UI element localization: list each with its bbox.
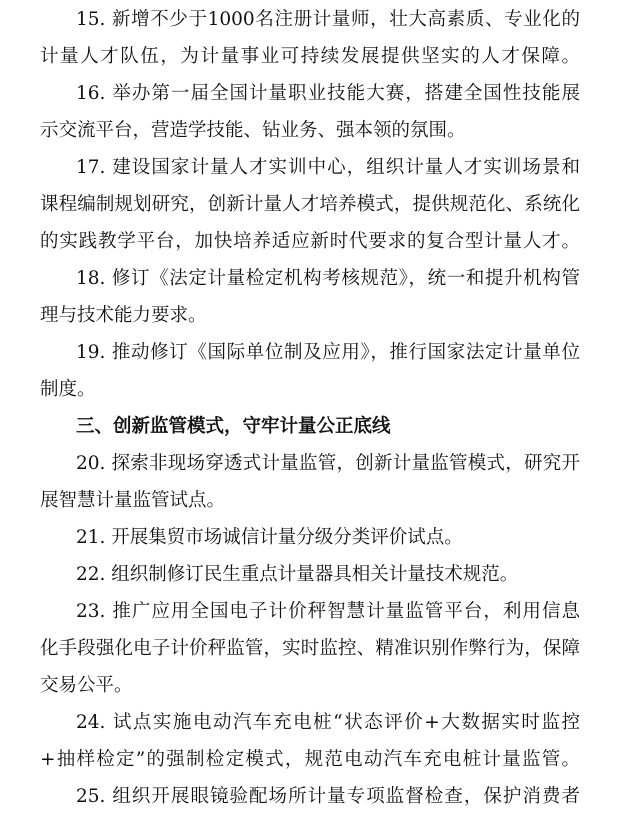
text-line: 25. 组织开展眼镜验配场所计量专项监督检查，保护消费者 [76, 786, 580, 807]
text-line: 示交流平台，营造学技能、钻业务、强本领的氛围。 [40, 120, 466, 141]
text-line: 课程编制规划研究，创新计量人才培养模式，提供规范化、系统化 [40, 194, 580, 215]
section-heading: 三、创新监管模式，守牢计量公正底线 [76, 416, 391, 437]
text-line: 15. 新增不少于1000名注册计量师，壮大高素质、专业化的 [76, 9, 580, 30]
text-line: 20. 探索非现场穿透式计量监管，创新计量监管模式，研究开 [76, 453, 580, 474]
text-line: 化手段强化电子计价秤监管，实时监控、精准识别作弊行为，保障 [40, 638, 580, 659]
text-line: 18. 修订《法定计量检定机构考核规范》，统一和提升机构管 [76, 268, 580, 289]
text-line: 24. 试点实施电动汽车充电桩“状态评价+大数据实时监控 [76, 712, 580, 733]
text-line: 展智慧计量监管试点。 [40, 490, 226, 511]
text-line: 交易公平。 [40, 675, 133, 696]
text-line: 23. 推广应用全国电子计价秤智慧计量监管平台，利用信息 [76, 601, 580, 622]
text-line: 22. 组织制修订民生重点计量器具相关计量技术规范。 [76, 564, 519, 585]
text-line: 19. 推动修订《国际单位制及应用》，推行国家法定计量单位 [76, 342, 580, 363]
text-line: 21. 开展集贸市场诚信计量分级分类评价试点。 [76, 527, 463, 548]
text-line: 制度。 [40, 379, 96, 400]
text-line: 计量人才队伍，为计量事业可持续发展提供坚实的人才保障。 [40, 46, 580, 67]
text-line: 的实践教学平台，加快培养适应新时代要求的复合型计量人才。 [40, 231, 580, 252]
text-line: +抽样检定”的强制检定模式，规范电动汽车充电桩计量监管。 [40, 749, 580, 770]
text-line: 17. 建设国家计量人才实训中心，组织计量人才实训场景和 [76, 157, 580, 178]
text-line: 理与技术能力要求。 [40, 305, 207, 326]
text-line: 16. 举办第一届全国计量职业技能大赛，搭建全国性技能展 [76, 83, 580, 104]
